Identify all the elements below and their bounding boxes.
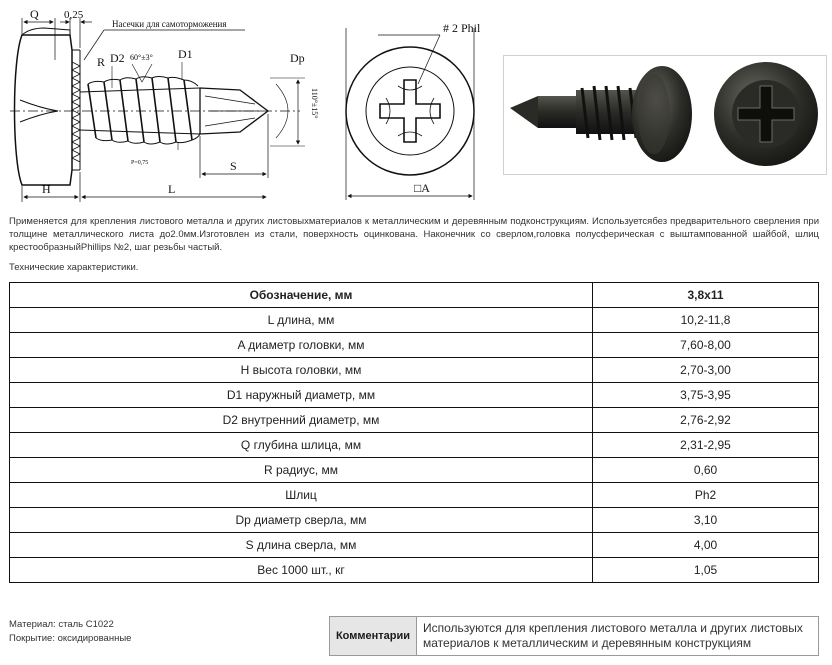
row-label: Вес 1000 шт., кг [10,558,593,583]
screw-head-side-view [15,28,81,185]
d2-dim-label: D2 [110,51,125,65]
row-label: L длина, мм [10,308,593,333]
material-text: Материал: сталь С1022 [9,619,114,630]
drill-tip-side-view [200,88,268,134]
coating-text: Покрытие: оксидированные [9,633,132,644]
l-dim-label: L [168,182,176,196]
row-value: 10,2-11,8 [593,308,819,333]
row-value: 7,60-8,00 [593,333,819,358]
table-row [10,508,819,533]
table-row [10,533,819,558]
comments-text: Используются для крепления листового металла и других листовых материалов к металлическим и деревянным конструкциям [423,621,803,650]
row-value: 2,31-2,95 [593,433,819,458]
notch-note-label: Насечки для самоторможения [112,19,227,29]
table-header-row [10,283,819,308]
h-dim-label: H [42,182,51,196]
row-value: 1,05 [593,558,819,583]
pitch-dim-label: P=0,75 [131,160,149,166]
row-value: 2,70-3,00 [593,358,819,383]
table-row [10,358,819,383]
specs-table [9,282,819,583]
screw-photo [503,55,827,175]
row-label: Dp диаметр сверла, мм [10,508,593,533]
a-dim-label: □A [414,181,430,195]
dp-dim-label: Dp [290,51,305,65]
description-paragraph: Применяется для крепления листового металла и других листовыхматериалов к металлическим и деревянным подконструкциям. Используетсябез предварительного сверления при толщине металлического листа до2.0мм.Изготовлен из стали, поверхность оцинкована. Наконечник со сверлом,головка полусферическая с выштампованной шайбой, шлиц крестообразныйPhillips №2, шаг резьбы частый. [9,216,819,253]
tip-angle-label: 110°±15° [310,88,319,119]
row-value: 0,60 [593,458,819,483]
row-label: R радиус, мм [10,458,593,483]
row-value: 2,76-2,92 [593,408,819,433]
screw-thread-side-view [80,77,200,145]
table-row [10,433,819,458]
phil-label: # 2 Phil [443,21,481,35]
angle-dim-label: 60°±3° [130,53,153,62]
screw-head-top-view [346,47,474,175]
d1-dim-label: D1 [178,47,193,61]
q-dim-label: Q [30,7,39,21]
row-label: D1 наружный диаметр, мм [10,383,593,408]
table-row [10,408,819,433]
table-row [10,558,819,583]
product-description [9,215,819,254]
table-row [10,383,819,408]
row-value: 4,00 [593,533,819,558]
table-row [10,333,819,358]
table-row [10,308,819,333]
technical-specs-title: Технические характеристики. [9,262,139,273]
material-info [9,618,131,646]
comments-label: Комментарии [330,617,417,655]
table-row [10,483,819,508]
row-value: Ph2 [593,483,819,508]
row-label: S длина сверла, мм [10,533,593,558]
screw-photo-illustration [504,56,826,174]
r-dim-label: R [97,55,106,69]
row-label: Шлиц [10,483,593,508]
row-value: 3,10 [593,508,819,533]
row-label: H высота головки, мм [10,358,593,383]
header-size: 3,8х11 [593,283,819,308]
comments-box [329,616,819,656]
gap-dim-label: 0,25 [64,9,84,21]
header-designation: Обозначение, мм [10,283,593,308]
s-dim-label: S [230,159,237,173]
row-label: D2 внутренний диаметр, мм [10,408,593,433]
table-row [10,458,819,483]
row-label: A диаметр головки, мм [10,333,593,358]
row-value: 3,75-3,95 [593,383,819,408]
row-label: Q глубина шлица, мм [10,433,593,458]
